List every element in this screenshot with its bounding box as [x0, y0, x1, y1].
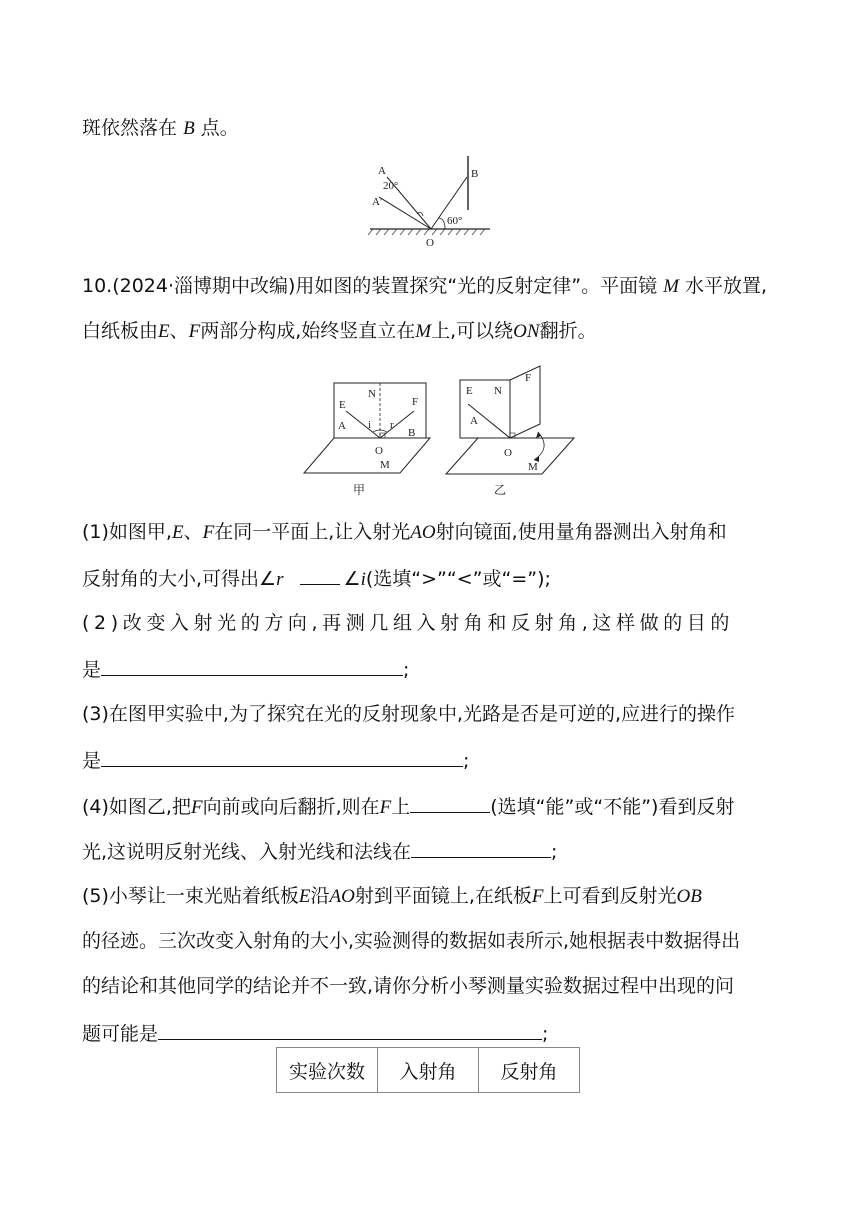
text: 上,可以绕	[431, 320, 514, 342]
var-e: E	[158, 321, 170, 342]
q10-part5-line4	[82, 1019, 548, 1047]
answer-blank-2[interactable]	[101, 655, 403, 676]
var-ob: OB	[676, 886, 702, 907]
text: 射向镜面,使用量角器测出入射角和	[435, 521, 727, 543]
jia-b: B	[408, 427, 416, 439]
text: 翻折。	[539, 320, 597, 342]
yi-o: O	[504, 447, 512, 459]
incident-ray-a-prime	[379, 197, 431, 229]
text: (选填“能”或“不能”)看到反射	[490, 796, 735, 818]
var-e: E	[171, 522, 184, 543]
text: ;	[551, 841, 558, 863]
caption-jia: 甲	[353, 483, 366, 497]
q9-tail-end: 点。	[200, 117, 239, 139]
var-f: F	[531, 886, 544, 907]
text: (5)小琴让一束光贴着纸板	[82, 885, 299, 907]
yi-e: E	[466, 385, 473, 397]
text: 题可能是	[82, 1023, 159, 1045]
label-a-prime: A′	[372, 196, 383, 208]
var-f: F	[379, 797, 392, 818]
q10-part5-line3: 的结论和其他同学的结论并不一致,请你分析小琴测量实验数据过程中出现的问	[82, 975, 735, 997]
var-i: i	[360, 569, 366, 590]
text: 是	[82, 750, 102, 772]
jia-n: N	[368, 388, 376, 400]
var-f: F	[202, 522, 215, 543]
q10-part5-line1	[82, 883, 702, 910]
table-header-cell: 实验次数	[277, 1048, 378, 1093]
text: (4)如图乙,把	[82, 796, 191, 818]
table-header-row	[277, 1048, 580, 1093]
text: (选填“>”“<”或“=”);	[365, 568, 551, 590]
q10-part1-line2	[82, 564, 551, 593]
yi-a: A	[470, 415, 478, 427]
var-ao: AO	[329, 886, 355, 907]
answer-blank-5[interactable]	[411, 837, 551, 858]
var-f: F	[188, 321, 201, 342]
q10-stem-text: 10.(2024·淄博期中改编)用如图的装置探究“光的反射定律”。平面镜	[82, 275, 658, 297]
var-m: M	[415, 321, 432, 342]
jia-i: i	[368, 419, 372, 431]
jia-o: O	[375, 445, 383, 457]
label-o: O	[426, 237, 434, 249]
text: 上	[391, 796, 411, 818]
answer-blank-6[interactable]	[158, 1019, 542, 1040]
text: 光,这说明反射光线、入射光线和法线在	[82, 841, 412, 863]
text: 在同一平面上,让入射光	[214, 521, 411, 543]
var-m: M	[663, 276, 679, 297]
text: 反射角的大小,可得出∠	[82, 568, 277, 590]
var-ao: AO	[410, 522, 436, 543]
q10-part2-line2	[82, 655, 409, 683]
figure-jia	[300, 378, 435, 478]
caption-yi: 乙	[494, 483, 507, 497]
q9-tail-text: 斑依然落在	[82, 117, 178, 139]
var-on: ON	[513, 321, 540, 342]
label-20deg: 20°	[383, 180, 399, 192]
q10-stem-line2	[82, 318, 597, 345]
text: 上可看到反射光	[543, 885, 677, 907]
text: ;	[403, 659, 410, 681]
var-r: r	[276, 569, 284, 590]
table-header-cell: 反射角	[479, 1048, 580, 1093]
data-table	[276, 1047, 580, 1093]
text: 沿	[310, 885, 330, 907]
yi-f: F	[525, 372, 532, 384]
answer-blank-1[interactable]	[300, 564, 340, 585]
answer-blank-3[interactable]	[101, 746, 463, 767]
text: ∠	[343, 568, 361, 590]
yi-m: M	[528, 461, 538, 473]
label-b: B	[471, 168, 479, 180]
answer-blank-4[interactable]	[410, 792, 490, 813]
q10-part2-line1: (2)改变入射光的方向,再测几组入射角和反射角,这样做的目的	[82, 612, 734, 634]
point-b-label: B	[183, 118, 195, 139]
figure-yi	[442, 364, 582, 479]
var-e: E	[298, 886, 311, 907]
text: ;	[463, 750, 470, 772]
label-60deg: 60°	[447, 215, 463, 227]
label-a: A	[378, 165, 386, 177]
q9-reflection-figure	[365, 152, 495, 252]
text: 两部分构成,始终竖直立在	[200, 320, 416, 342]
text: 、	[183, 521, 203, 543]
jia-a: A	[338, 420, 346, 432]
text: ;	[542, 1023, 549, 1045]
text: 向前或向后翻折,则在	[202, 796, 380, 818]
q10-part4-line1	[82, 792, 734, 821]
text: 是	[82, 659, 102, 681]
q10-part4-line2	[82, 837, 557, 865]
text: (1)如图甲,	[82, 521, 172, 543]
text: 、	[169, 320, 189, 342]
q10-stem-text-end: 水平放置,	[685, 275, 768, 297]
yi-n: N	[494, 385, 502, 397]
q10-part3-line2	[82, 746, 469, 774]
q9-tail-line	[82, 115, 239, 142]
var-f: F	[190, 797, 203, 818]
jia-e: E	[339, 399, 346, 411]
text: 射到平面镜上,在纸板	[354, 885, 532, 907]
jia-f: F	[412, 396, 419, 408]
q10-part3-line1: (3)在图甲实验中,为了探究在光的反射现象中,光路是否是可逆的,应进行的操作	[82, 703, 736, 725]
jia-m: M	[380, 459, 390, 471]
q10-stem-line1	[82, 273, 767, 300]
q10-part5-line2: 的径迹。三次改变入射角的大小,实验测得的数据如表所示,她根据表中数据得出	[82, 930, 741, 952]
jia-r: r	[390, 419, 394, 431]
q10-part1-line1	[82, 519, 727, 546]
table-header-cell: 入射角	[378, 1048, 479, 1093]
text: 白纸板由	[82, 320, 159, 342]
